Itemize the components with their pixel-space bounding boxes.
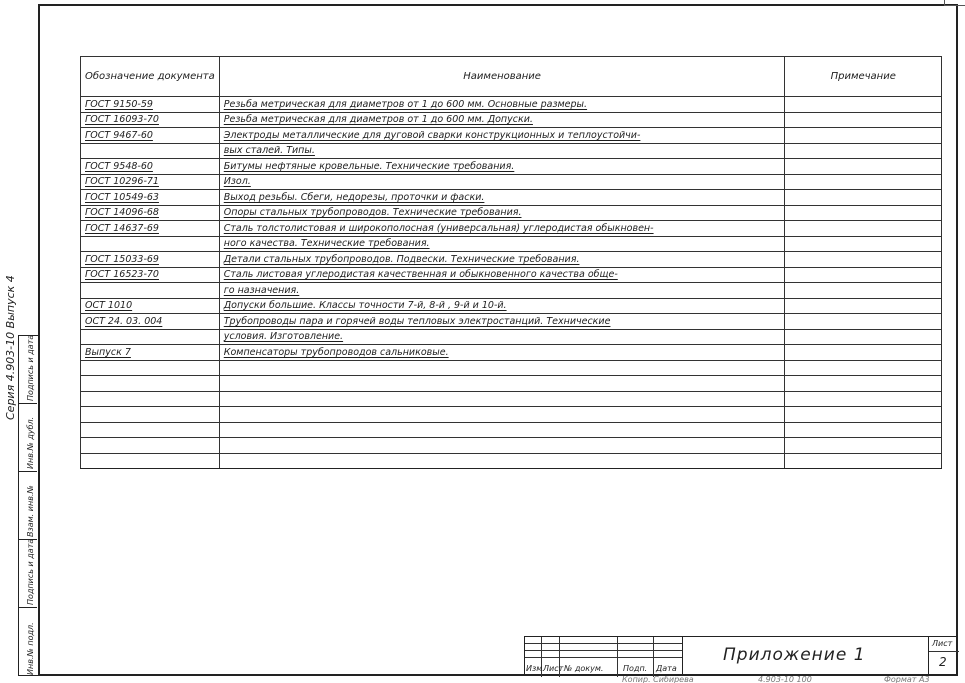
name-text: Допуски большие. Классы точности 7-й, 8-й , 9-й и 10-й.	[223, 300, 507, 312]
code-text: ГОСТ 9150-59	[85, 98, 153, 110]
rev-header-date: Дата	[656, 664, 677, 673]
header-name: Наименование	[219, 57, 785, 97]
table-row	[81, 97, 942, 113]
name-text: ного качества. Технические требования.	[223, 238, 430, 250]
cell-name	[219, 298, 785, 314]
name-text: Компенсаторы трубопроводов сальниковые.	[223, 346, 449, 358]
code-text: ГОСТ 9548-60	[85, 160, 153, 172]
cell-name	[219, 221, 785, 237]
cell-code	[81, 345, 220, 361]
table-row	[81, 128, 942, 144]
name-text: Выход резьбы. Сбеги, недорезы, проточки и фаски.	[223, 191, 485, 203]
name-text: Детали стальных трубопроводов. Подвески. Технические требования.	[223, 253, 580, 265]
cell-code	[81, 453, 220, 469]
cell-code	[81, 159, 220, 175]
table-row	[81, 391, 942, 407]
cell-note	[785, 143, 942, 159]
code-text: ГОСТ 14096-68	[85, 207, 159, 219]
stamp-cell: Подпись и дата	[19, 540, 37, 608]
cell-code	[81, 190, 220, 206]
name-text: Трубопроводы пара и горячей воды тепловых электростанций. Технические	[223, 315, 611, 327]
cell-name	[219, 97, 785, 113]
cell-name	[219, 128, 785, 144]
appendix-title: Приложение 1	[723, 645, 866, 665]
table-row	[81, 174, 942, 190]
title-cell	[682, 636, 928, 676]
cell-note	[785, 453, 942, 469]
cell-name	[219, 376, 785, 392]
table-row	[81, 314, 942, 330]
cell-note	[785, 298, 942, 314]
cell-note	[785, 128, 942, 144]
sheet-number: 2	[939, 655, 947, 669]
cell-code	[81, 422, 220, 438]
cell-name	[219, 314, 785, 330]
table-row	[81, 236, 942, 252]
table-body	[81, 97, 942, 469]
stamp-strip	[18, 335, 38, 676]
name-text: Сталь листовая углеродистая качественная и обыкновенного качества обще-	[223, 269, 618, 281]
stamp-cell: Инв.№ подл.	[26, 622, 35, 675]
name-text: Резьба метрическая для диаметров от 1 до 600 мм. Допуски.	[223, 114, 533, 126]
cell-note	[785, 236, 942, 252]
code-text: ГОСТ 15033-69	[85, 253, 159, 265]
reference-table	[80, 56, 942, 469]
cell-code	[81, 267, 220, 283]
code-text: ОСТ 1010	[85, 300, 133, 312]
name-text: го назначения.	[223, 284, 300, 296]
cell-code	[81, 252, 220, 268]
code-text: ОСТ 24. 03. 004	[85, 315, 163, 327]
name-text: Битумы нефтяные кровельные. Технические требования.	[223, 160, 515, 172]
table-row	[81, 221, 942, 237]
cell-code	[81, 376, 220, 392]
code-text: ГОСТ 9467-60	[85, 129, 153, 141]
table-row	[81, 345, 942, 361]
rev-header-sign: Подп.	[623, 664, 648, 673]
cell-code	[81, 298, 220, 314]
table-row	[81, 143, 942, 159]
cell-name	[219, 174, 785, 190]
cell-code	[81, 438, 220, 454]
table-row	[81, 283, 942, 299]
cell-note	[785, 438, 942, 454]
cell-note	[785, 190, 942, 206]
table-row	[81, 267, 942, 283]
cell-note	[785, 283, 942, 299]
cell-code	[81, 143, 220, 159]
cell-code	[81, 360, 220, 376]
code-text: ГОСТ 10549-63	[85, 191, 159, 203]
table-row	[81, 360, 942, 376]
cell-code	[81, 236, 220, 252]
cell-code	[81, 391, 220, 407]
header-code: Обозначение документа	[81, 57, 220, 97]
cell-note	[785, 376, 942, 392]
revision-grid	[524, 636, 682, 676]
table-row	[81, 453, 942, 469]
rev-header-izm: Изм.	[526, 664, 545, 673]
name-text: условия. Изготовление.	[223, 331, 344, 343]
cell-name	[219, 267, 785, 283]
stamp-cell: Подпись и дата	[19, 336, 37, 404]
cell-code	[81, 174, 220, 190]
cell-note	[785, 422, 942, 438]
cell-name	[219, 391, 785, 407]
cell-name	[219, 453, 785, 469]
name-text: Опоры стальных трубопроводов. Технические требования.	[223, 207, 522, 219]
series-label: Серия 4.903-10 Выпуск 4	[4, 275, 17, 420]
sheet-label: Лист	[932, 639, 953, 648]
rev-header-list: Лист	[543, 664, 564, 673]
cell-code	[81, 221, 220, 237]
stamp-cell: Взам. инв.№	[19, 472, 37, 540]
title-block	[524, 636, 958, 676]
name-text: Электроды металлические для дуговой сварки конструкционных и теплоустойчи-	[223, 129, 641, 141]
code-text: ГОСТ 10296-71	[85, 176, 159, 188]
footer-code: 4.903-10 100	[758, 676, 812, 683]
table-row	[81, 298, 942, 314]
cell-name	[219, 236, 785, 252]
table-row	[81, 112, 942, 128]
cell-name	[219, 159, 785, 175]
name-text: Изол.	[223, 176, 251, 188]
sheet-cell	[928, 636, 958, 676]
cell-code	[81, 314, 220, 330]
cell-code	[81, 283, 220, 299]
table-row	[81, 438, 942, 454]
cell-code	[81, 329, 220, 345]
table-row	[81, 159, 942, 175]
cell-name	[219, 143, 785, 159]
cell-note	[785, 407, 942, 423]
cell-name	[219, 205, 785, 221]
cell-note	[785, 97, 942, 113]
cell-name	[219, 329, 785, 345]
cell-note	[785, 205, 942, 221]
rev-header-doc: № докум.	[564, 664, 604, 673]
cell-name	[219, 407, 785, 423]
cell-code	[81, 97, 220, 113]
cell-code	[81, 112, 220, 128]
cell-note	[785, 391, 942, 407]
name-text: Сталь толстолистовая и широкополосная (универсальная) углеродистая обыкновен-	[223, 222, 654, 234]
table-row	[81, 422, 942, 438]
corner-mark	[944, 0, 965, 6]
cell-name	[219, 190, 785, 206]
cell-note	[785, 221, 942, 237]
footer-copier: Копир. Сибирева	[622, 676, 694, 683]
table-header-row	[81, 57, 942, 97]
cell-note	[785, 329, 942, 345]
table-row	[81, 376, 942, 392]
cell-name	[219, 252, 785, 268]
table-row	[81, 205, 942, 221]
cell-code	[81, 205, 220, 221]
table-row	[81, 329, 942, 345]
footer-format: Формат А3	[884, 676, 930, 683]
cell-code	[81, 407, 220, 423]
header-note: Примечание	[785, 57, 942, 97]
cell-name	[219, 112, 785, 128]
code-text: ГОСТ 16523-70	[85, 269, 159, 281]
cell-code	[81, 128, 220, 144]
cell-note	[785, 112, 942, 128]
table-row	[81, 190, 942, 206]
cell-note	[785, 360, 942, 376]
cell-name	[219, 345, 785, 361]
stamp-cell: Инв.№ дубл.	[19, 404, 37, 472]
cell-name	[219, 422, 785, 438]
table-row	[81, 252, 942, 268]
cell-note	[785, 267, 942, 283]
name-text: вых сталей. Типы.	[223, 145, 315, 157]
code-text: Выпуск 7	[85, 346, 131, 358]
cell-note	[785, 174, 942, 190]
cell-name	[219, 360, 785, 376]
code-text: ГОСТ 14637-69	[85, 222, 159, 234]
cell-note	[785, 345, 942, 361]
cell-note	[785, 159, 942, 175]
cell-name	[219, 438, 785, 454]
code-text: ГОСТ 16093-70	[85, 114, 159, 126]
name-text: Резьба метрическая для диаметров от 1 до 600 мм. Основные размеры.	[223, 98, 588, 110]
table-row	[81, 407, 942, 423]
cell-note	[785, 314, 942, 330]
cell-note	[785, 252, 942, 268]
cell-name	[219, 283, 785, 299]
